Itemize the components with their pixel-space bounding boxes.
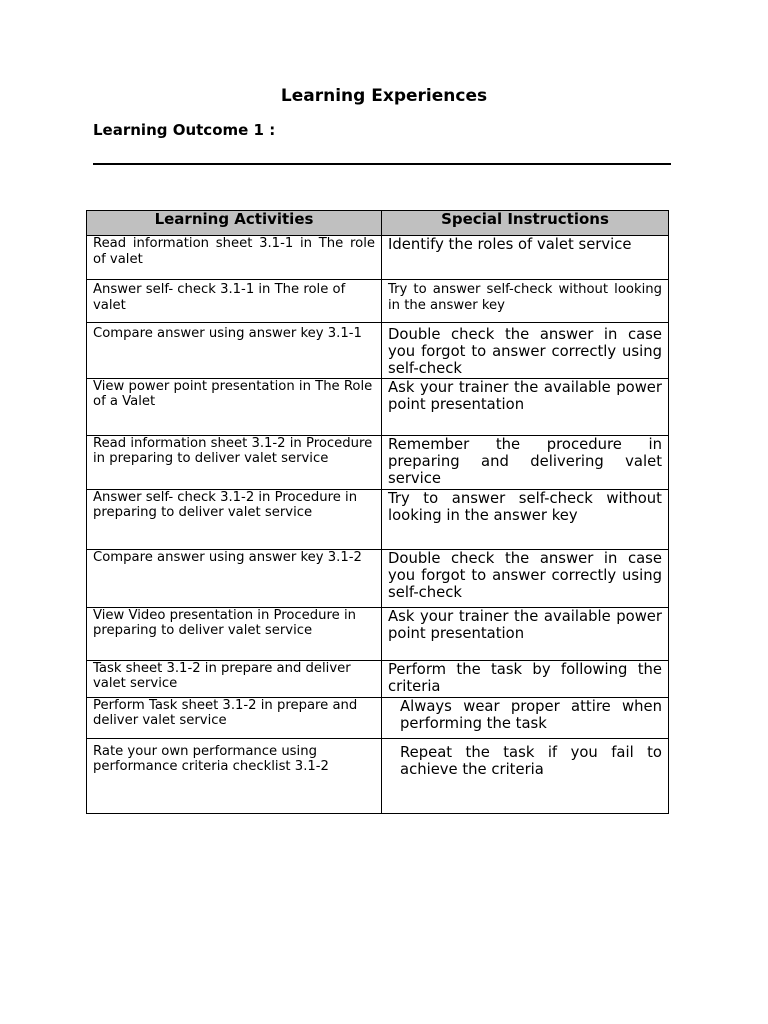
outcome-blank-line [93,163,671,165]
learning-activities-table [86,210,669,814]
table-row [87,738,669,813]
activity-cell: Answer self- check 3.1-1 in The role of valet [87,280,382,323]
instruction-cell: Identify the roles of valet service [382,236,669,280]
header-learning-activities: Learning Activities [87,211,382,236]
table-row [87,280,669,323]
instruction-cell: Double check the answer in case you forgot to answer correctly using self-check [382,549,669,607]
learning-outcome-label: Learning Outcome 1 : [93,121,276,139]
activity-cell: Read information sheet 3.1-2 in Procedure in preparing to deliver valet service [87,435,382,489]
activity-cell: Compare answer using answer key 3.1-1 [87,323,382,379]
table-row [87,549,669,607]
activity-cell: Rate your own performance using performance criteria checklist 3.1-2 [87,738,382,813]
table-row [87,660,669,697]
instruction-cell: Try to answer self-check without looking in the answer key [382,280,669,323]
table-row [87,435,669,489]
table-row [87,323,669,379]
instruction-cell: Perform the task by following the criteria [382,660,669,697]
instruction-cell: Ask your trainer the available power point presentation [382,607,669,660]
header-special-instructions: Special Instructions [382,211,669,236]
instruction-cell: Ask your trainer the available power point presentation [382,378,669,435]
table-row [87,378,669,435]
activity-cell: View Video presentation in Procedure in preparing to deliver valet service [87,607,382,660]
table-row [87,697,669,738]
table-row [87,607,669,660]
page-title: Learning Experiences [280,86,488,106]
table-header-row [87,211,669,236]
activity-cell: Task sheet 3.1-2 in prepare and deliver valet service [87,660,382,697]
table-row [87,236,669,280]
activity-cell: Compare answer using answer key 3.1-2 [87,549,382,607]
instruction-cell: Try to answer self-check without looking in the answer key [382,489,669,549]
activity-cell: Perform Task sheet 3.1-2 in prepare and deliver valet service [87,697,382,738]
instruction-cell: Repeat the task if you fail to achieve the criteria [382,738,669,813]
instruction-cell: Double check the answer in case you forgot to answer correctly using self-check [382,323,669,379]
activity-cell: View power point presentation in The Role of a Valet [87,378,382,435]
activity-cell: Answer self- check 3.1-2 in Procedure in preparing to deliver valet service [87,489,382,549]
instruction-cell: Always wear proper attire when performing the task [382,697,669,738]
activity-cell: Read information sheet 3.1-1 in The role of valet [87,236,382,280]
instruction-cell: Remember the procedure in preparing and delivering valet service [382,435,669,489]
table-row [87,489,669,549]
